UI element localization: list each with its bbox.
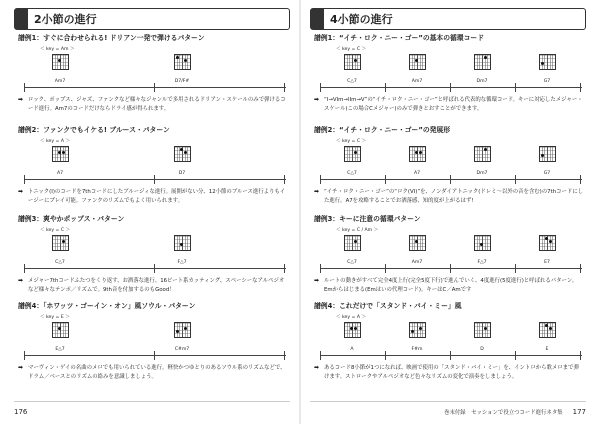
- chord-diagram: A7: [46, 146, 74, 177]
- page-number: 177: [572, 408, 586, 416]
- chord-diagram: C△7: [338, 146, 366, 177]
- example-description: ➡ ルートの動きがすべて完全4度上行(完全5度下行)で進んでいく、4度進行(5度進行)と呼ばれるパターン。Emからはじまる(Emはいの代理コード)。キーはC／Amです: [314, 277, 578, 293]
- example-description: ➡ マーヴィン・ゲイの名曲のメロでも用いられている進行。軽快かつゆとりのあるソウル系のリズムなどで、ドラム／ベースとのリズムの絡みを意識しましょう。: [18, 364, 286, 380]
- arrow-icon: ➡: [314, 96, 320, 103]
- chord-staff: [18, 54, 288, 94]
- page-number: 176: [14, 408, 28, 416]
- key-label: ＜ key = E ＞: [40, 315, 70, 320]
- footer-rule: [14, 401, 290, 402]
- example-title: 譜例4：「ホワッツ・ゴーイン・オン」風ソウル・パターン: [18, 302, 196, 310]
- key-label: ＜ key = Am ＞: [40, 47, 75, 52]
- section-header-left: [14, 8, 290, 30]
- example-title: 譜例2：“イチ・ロク・ニー・ゴー”の発展形: [314, 126, 451, 134]
- example-title: 譜例1：“イチ・ロク・ニー・ゴー”の基本の循環コード: [314, 34, 484, 42]
- chord-diagram: G7: [533, 146, 561, 177]
- example-3: [314, 215, 584, 294]
- key-label: ＜ key = A ＞: [336, 315, 367, 320]
- chord-diagram: E7: [533, 235, 561, 266]
- example-2: [18, 126, 288, 205]
- example-4: [314, 302, 584, 381]
- chord-diagram: F△7: [168, 235, 196, 266]
- example-description: ➡ あるコード8小節が1つになれば、映画で使用の「スタンド・バイ・ミー」を、イントロから歌メロまで弾けます。ストロークやアルペジオなど色々なリズムの変化で演奏をしましょう。: [314, 364, 579, 380]
- key-label: ＜ key = A ＞: [40, 139, 71, 144]
- arrow-icon: ➡: [314, 277, 320, 284]
- example-3: [18, 215, 288, 294]
- key-label: ＜ key = C ＞: [336, 139, 367, 144]
- chord-staff: [314, 146, 584, 186]
- chord-staff: [18, 146, 288, 186]
- section-title: 4小節の進行: [330, 13, 393, 26]
- key-label: ＜ key = C ＞: [336, 47, 367, 52]
- key-label: ＜ key = C / Am ＞: [336, 228, 379, 233]
- header-tab: [15, 9, 28, 29]
- example-title: 譜例4：これだけで「スタンド・バイ・ミー」風: [314, 302, 462, 310]
- example-title: 譜例3：爽やかポップス・パターン: [18, 215, 125, 223]
- example-description: ➡ メジャー7thコードふたつをくり返す、お洒落な進行。16ビート系カッティング、スペーシーなアルペジオなど様々なテンポ／リズムで。9th音を付加するのもGood！: [18, 277, 285, 293]
- example-1: [314, 34, 584, 113]
- arrow-icon: ➡: [18, 364, 24, 371]
- arrow-icon: ➡: [314, 364, 320, 371]
- chord-diagram: C#m7: [168, 322, 196, 353]
- chord-diagram: D: [468, 322, 496, 353]
- chord-staff: [314, 235, 584, 275]
- example-4: [18, 302, 288, 381]
- chord-staff: [314, 322, 584, 362]
- chord-staff: [18, 322, 288, 362]
- chord-diagram: F#m: [403, 322, 431, 353]
- chord-staff: [314, 54, 584, 94]
- example-title: 譜例2：ファンクでもイケる! ブルース・パターン: [18, 126, 170, 134]
- chord-diagram: C△7: [46, 235, 74, 266]
- arrow-icon: ➡: [18, 96, 24, 103]
- footer-note: 巻末付録 セッションで役立つコード進行ネタ集: [444, 410, 563, 416]
- example-1: [18, 34, 288, 113]
- section-title: 2小節の進行: [34, 13, 97, 26]
- chord-diagram: A7: [403, 146, 431, 177]
- arrow-icon: ➡: [314, 188, 320, 195]
- chord-diagram: F△7: [468, 235, 496, 266]
- example-description: ➡ ロック、ポップス、ジャズ、ファンクなど様々なジャンルで多用されるドリアン・スケールのみで弾けるコード進行。Am7のコードだけならドライ感が得られます。: [18, 96, 286, 112]
- example-title: 譜例3：キーに注意の循環パターン: [314, 215, 421, 223]
- chord-diagram: D7/F#: [168, 54, 196, 85]
- chord-staff: [18, 235, 288, 275]
- example-2: [314, 126, 584, 205]
- chord-diagram: E: [533, 322, 561, 353]
- chord-diagram: A: [338, 322, 366, 353]
- header-tab: [311, 9, 324, 29]
- chord-diagram: Dm7: [468, 54, 496, 85]
- chord-diagram: D7: [168, 146, 196, 177]
- chord-diagram: Am7: [403, 235, 431, 266]
- chord-diagram: Am7: [403, 54, 431, 85]
- chord-diagram: E△7: [46, 322, 74, 353]
- key-label: ＜ key = C ＞: [40, 228, 71, 233]
- footer: [444, 408, 586, 416]
- right-page: [300, 0, 600, 424]
- arrow-icon: ➡: [18, 188, 24, 195]
- chord-diagram: C△7: [338, 235, 366, 266]
- arrow-icon: ➡: [18, 277, 24, 284]
- example-description: ➡ “イチ・ロク・ニー・ゴー”の“ロク(VI)”を、ノンダイアトニック(ドレミ～以外の音を含む)の7thコードにした進行。A7を攻略することでお洒落感、知的度が上がるはず!: [314, 188, 584, 204]
- example-title: 譜例1：すぐに合わせられる! ドリアン一発で弾けるパターン: [18, 34, 205, 42]
- chord-diagram: C△7: [338, 54, 366, 85]
- footer-rule: [310, 401, 586, 402]
- chord-diagram: G7: [533, 54, 561, 85]
- chord-diagram: Am7: [46, 54, 74, 85]
- example-description: ➡ トニック(I)のコードを7thコードにしたブルージィな進行。展開がない分、12小節のブルース進行よりもイージーにプレイ可能。ファンクのリズムでもよく用いられます。: [18, 188, 286, 204]
- example-description: ➡ “I→VIm→IIm→V”の“イチ・ロク・ニー・ゴー”と呼ばれる代表的な循環コード。キーに対応したメジャー・スケール(この場合Cメジャー)のみで弾きとおすことができます。: [314, 96, 583, 112]
- chord-diagram: Dm7: [468, 146, 496, 177]
- section-header-right: [310, 8, 586, 30]
